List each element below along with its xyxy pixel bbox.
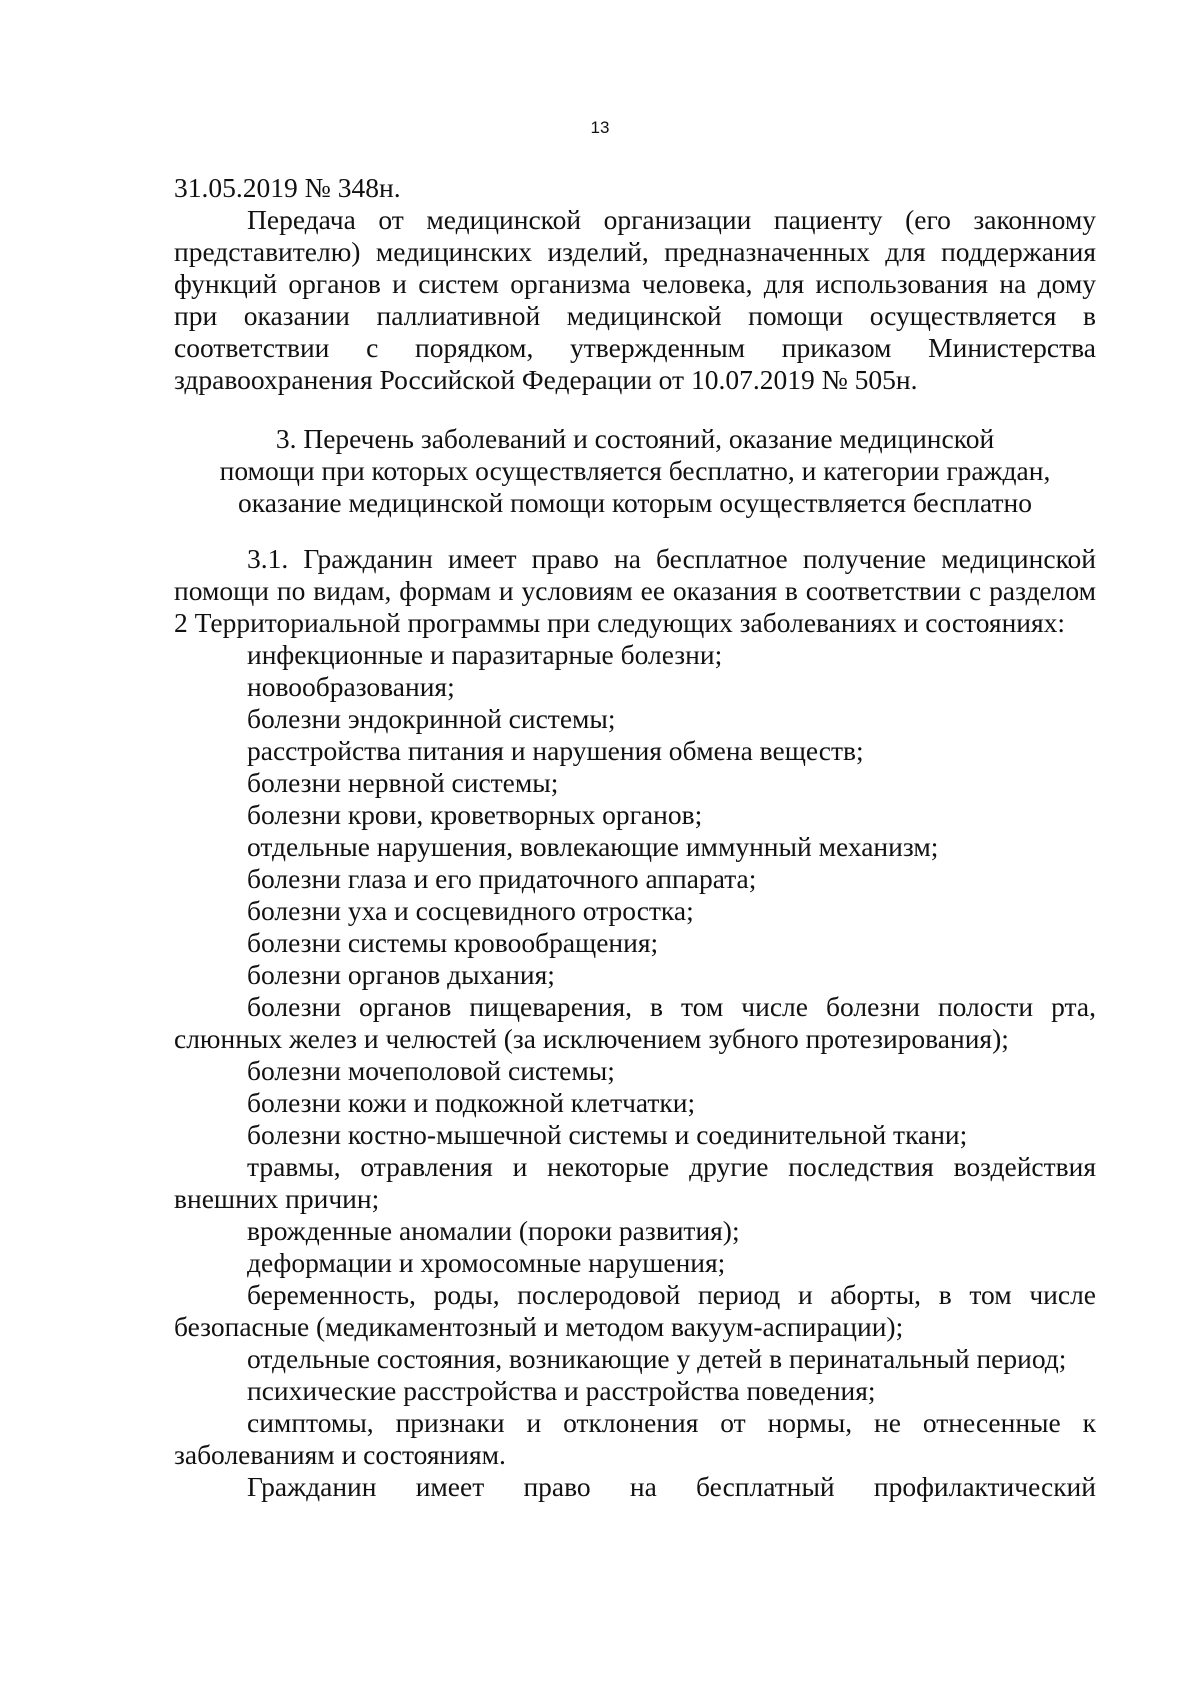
list-item: новообразования; [247,671,455,702]
list-item: симптомы, признаки и отклонения от нормы, не отнесенные к заболеваниям и состояниям. [174,1407,1096,1470]
intro-tail: 31.05.2019 № 348н. [174,172,401,203]
list-item: болезни кожи и подкожной клетчатки; [247,1087,696,1118]
list-item: болезни органов пищеварения, в том числе болезни полости рта, слюнных желез и челюстей (за исключением зубного протезирования); [174,991,1096,1054]
list-item: болезни глаза и его придаточного аппарата; [247,863,757,894]
paragraph-transfer: Передача от медицинской организации пациенту (его законному представителю) медицинских изделий, предназначенных для поддержания функций органов и систем организма человека, для использования на дому при оказании паллиативной медицинской помощи осуществляется в соответствии с порядком, утвержденным приказом Министерства здравоохранения Российской Федерации от 10.07.2019 № 505н. [174,204,1096,395]
list-item: врожденные аномалии (пороки развития); [247,1215,740,1246]
list-item: болезни мочеполовой системы; [247,1055,615,1086]
list-item: отдельные состояния, возникающие у детей в перинатальный период; [247,1343,1067,1374]
paragraph-last: Гражданин имеет право на бесплатный профилактический [247,1471,1096,1502]
paragraph-3-1: 3.1. Гражданин имеет право на бесплатное получение медицинской помощи по видам, формам и условиям ее оказания в соответствии с разделом 2 Территориальной программы при следующих заболеваниях и состояниях: [174,543,1096,638]
list-item: болезни уха и сосцевидного отростка; [247,895,694,926]
list-item: травмы, отравления и некоторые другие последствия воздействия внешних причин; [174,1151,1096,1214]
list-item: расстройства питания и нарушения обмена веществ; [247,735,864,766]
list-item: деформации и хромосомные нарушения; [247,1247,726,1278]
list-item: болезни системы кровообращения; [247,927,659,958]
section-heading-line: помощи при которых осуществляется бесплатно, и категории граждан, [219,455,1051,486]
list-item: инфекционные и паразитарные болезни; [247,639,723,670]
list-item: беременность, роды, послеродовой период и аборты, в том числе безопасные (медикаментозный и методом вакуум-аспирации); [174,1279,1096,1342]
list-item: болезни эндокринной системы; [247,703,616,734]
document-body [174,172,1096,1503]
page-number: 13 [590,118,610,137]
section-heading-line: оказание медицинской помощи которым осуществляется бесплатно [238,487,1032,518]
list-item: болезни крови, кроветворных органов; [247,799,703,830]
list-item: болезни органов дыхания; [247,959,555,990]
section-heading-line: 3. Перечень заболеваний и состояний, оказание медицинской [275,423,995,454]
section-heading [174,423,1096,519]
list-item: болезни костно-мышечной системы и соединительной ткани; [247,1119,968,1150]
list-item: болезни нервной системы; [247,767,559,798]
list-item: психические расстройства и расстройства поведения; [247,1375,876,1406]
list-item: отдельные нарушения, вовлекающие иммунный механизм; [247,831,939,862]
